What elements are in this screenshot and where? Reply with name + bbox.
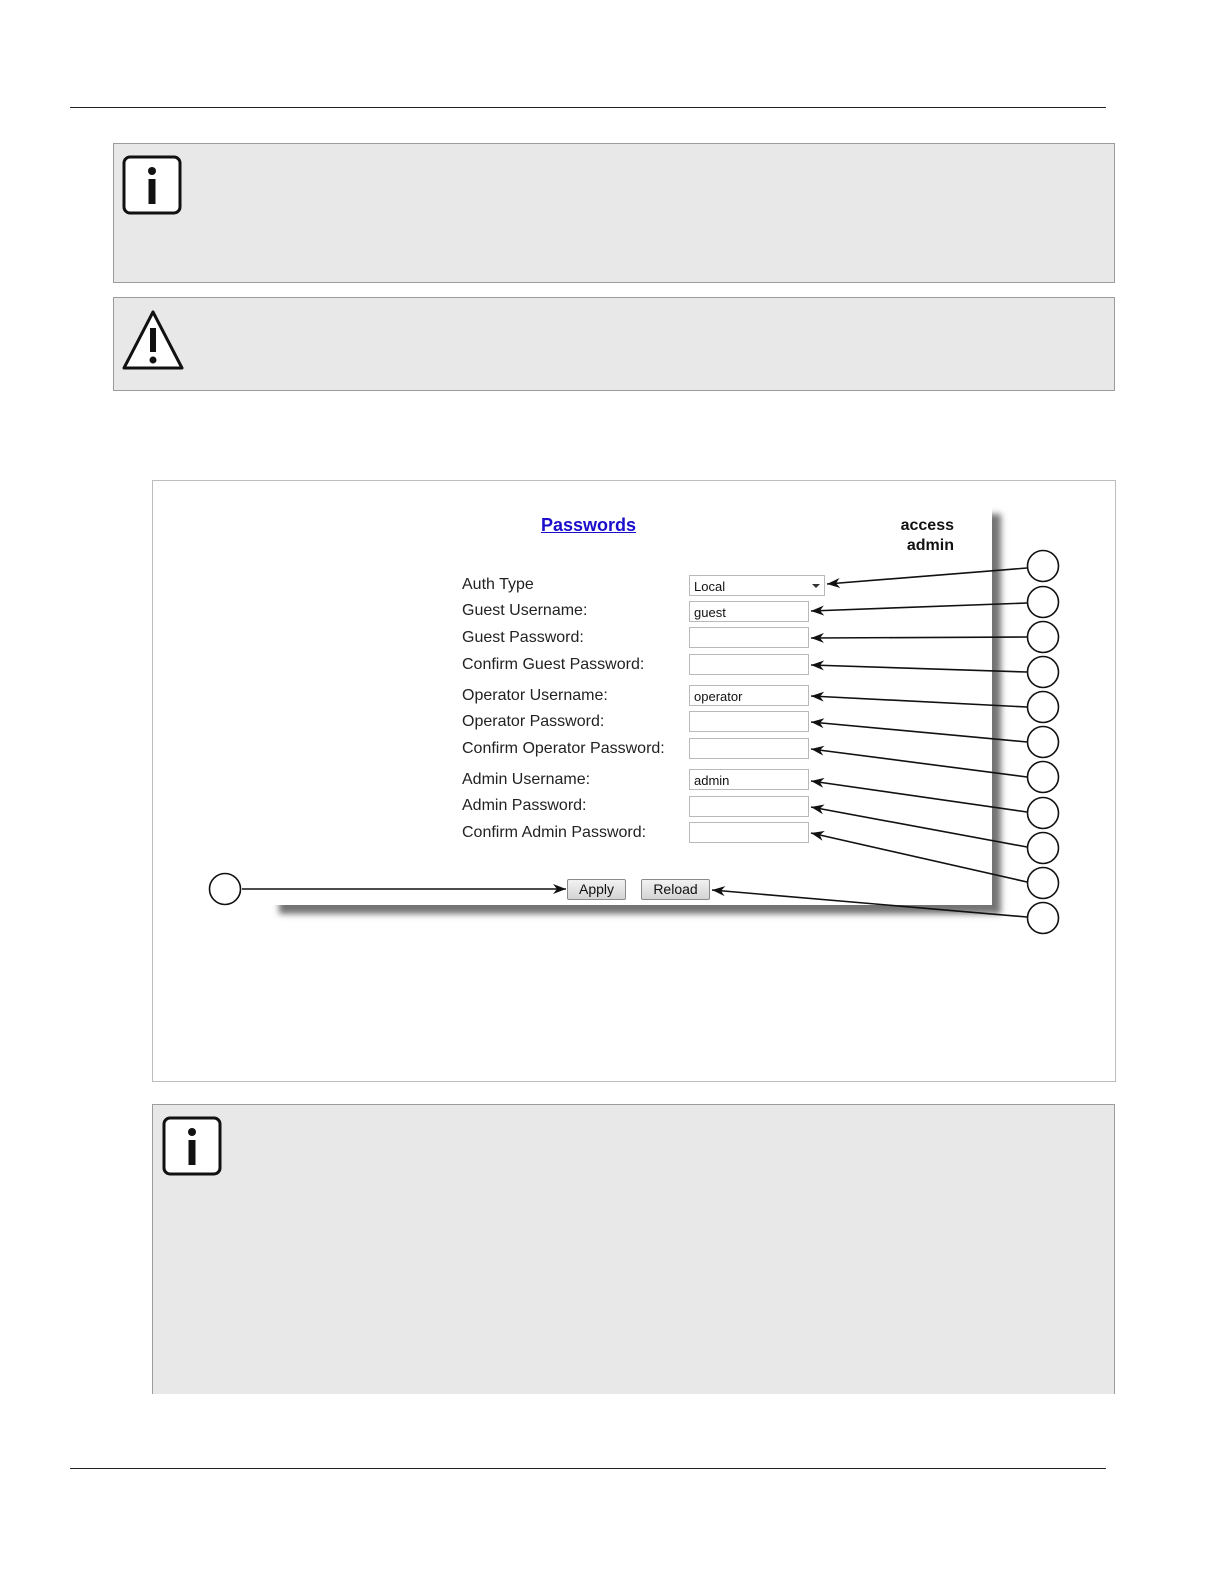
callout-circle: [210, 874, 241, 905]
access-value: admin: [906, 537, 954, 554]
callout-circle: [1028, 692, 1059, 723]
callout-circle: [1028, 551, 1059, 582]
callout-circle: [1028, 587, 1059, 618]
guest-username-label: Guest Username:: [462, 602, 588, 619]
callout-circle: [1028, 868, 1059, 899]
callout-line: [712, 890, 1027, 917]
callout-line: [811, 722, 1027, 742]
reload-button[interactable]: Reload: [641, 879, 710, 900]
apply-button[interactable]: Apply: [567, 879, 626, 900]
info-icon: [161, 1115, 223, 1177]
callout-line: [811, 781, 1027, 812]
callout-circle: [1028, 833, 1059, 864]
page-title[interactable]: Passwords: [541, 515, 637, 535]
callout-line: [811, 665, 1027, 672]
auth-type-value: Local: [694, 579, 726, 594]
guest-password-label: Guest Password:: [462, 629, 584, 646]
callout-circle: [1028, 727, 1059, 758]
admin-username-input[interactable]: admin: [689, 769, 809, 790]
operator-username-label: Operator Username:: [462, 687, 608, 704]
note-box: [152, 1104, 1115, 1394]
confirm-guest-password-label: Confirm Guest Password:: [462, 656, 645, 673]
access-label: access: [900, 517, 954, 534]
callout-line: [827, 568, 1027, 584]
operator-username-input[interactable]: operator: [689, 685, 809, 706]
callout-line: [811, 603, 1027, 611]
callout-circle: [1028, 903, 1059, 934]
confirm-admin-password-label: Confirm Admin Password:: [462, 824, 647, 841]
callout-line: [811, 749, 1027, 777]
callout-circle: [1028, 657, 1059, 688]
auth-type-label: Auth Type: [462, 576, 534, 593]
admin-username-label: Admin Username:: [462, 771, 591, 788]
confirm-operator-password-label: Confirm Operator Password:: [462, 740, 665, 757]
callout-line: [811, 696, 1027, 707]
callout-circle: [1028, 798, 1059, 829]
callout-line: [811, 637, 1027, 638]
admin-password-label: Admin Password:: [462, 797, 587, 814]
callout-circle: [1028, 762, 1059, 793]
operator-password-label: Operator Password:: [462, 713, 605, 730]
guest-username-input[interactable]: guest: [689, 601, 809, 622]
callout-circle: [1028, 622, 1059, 653]
